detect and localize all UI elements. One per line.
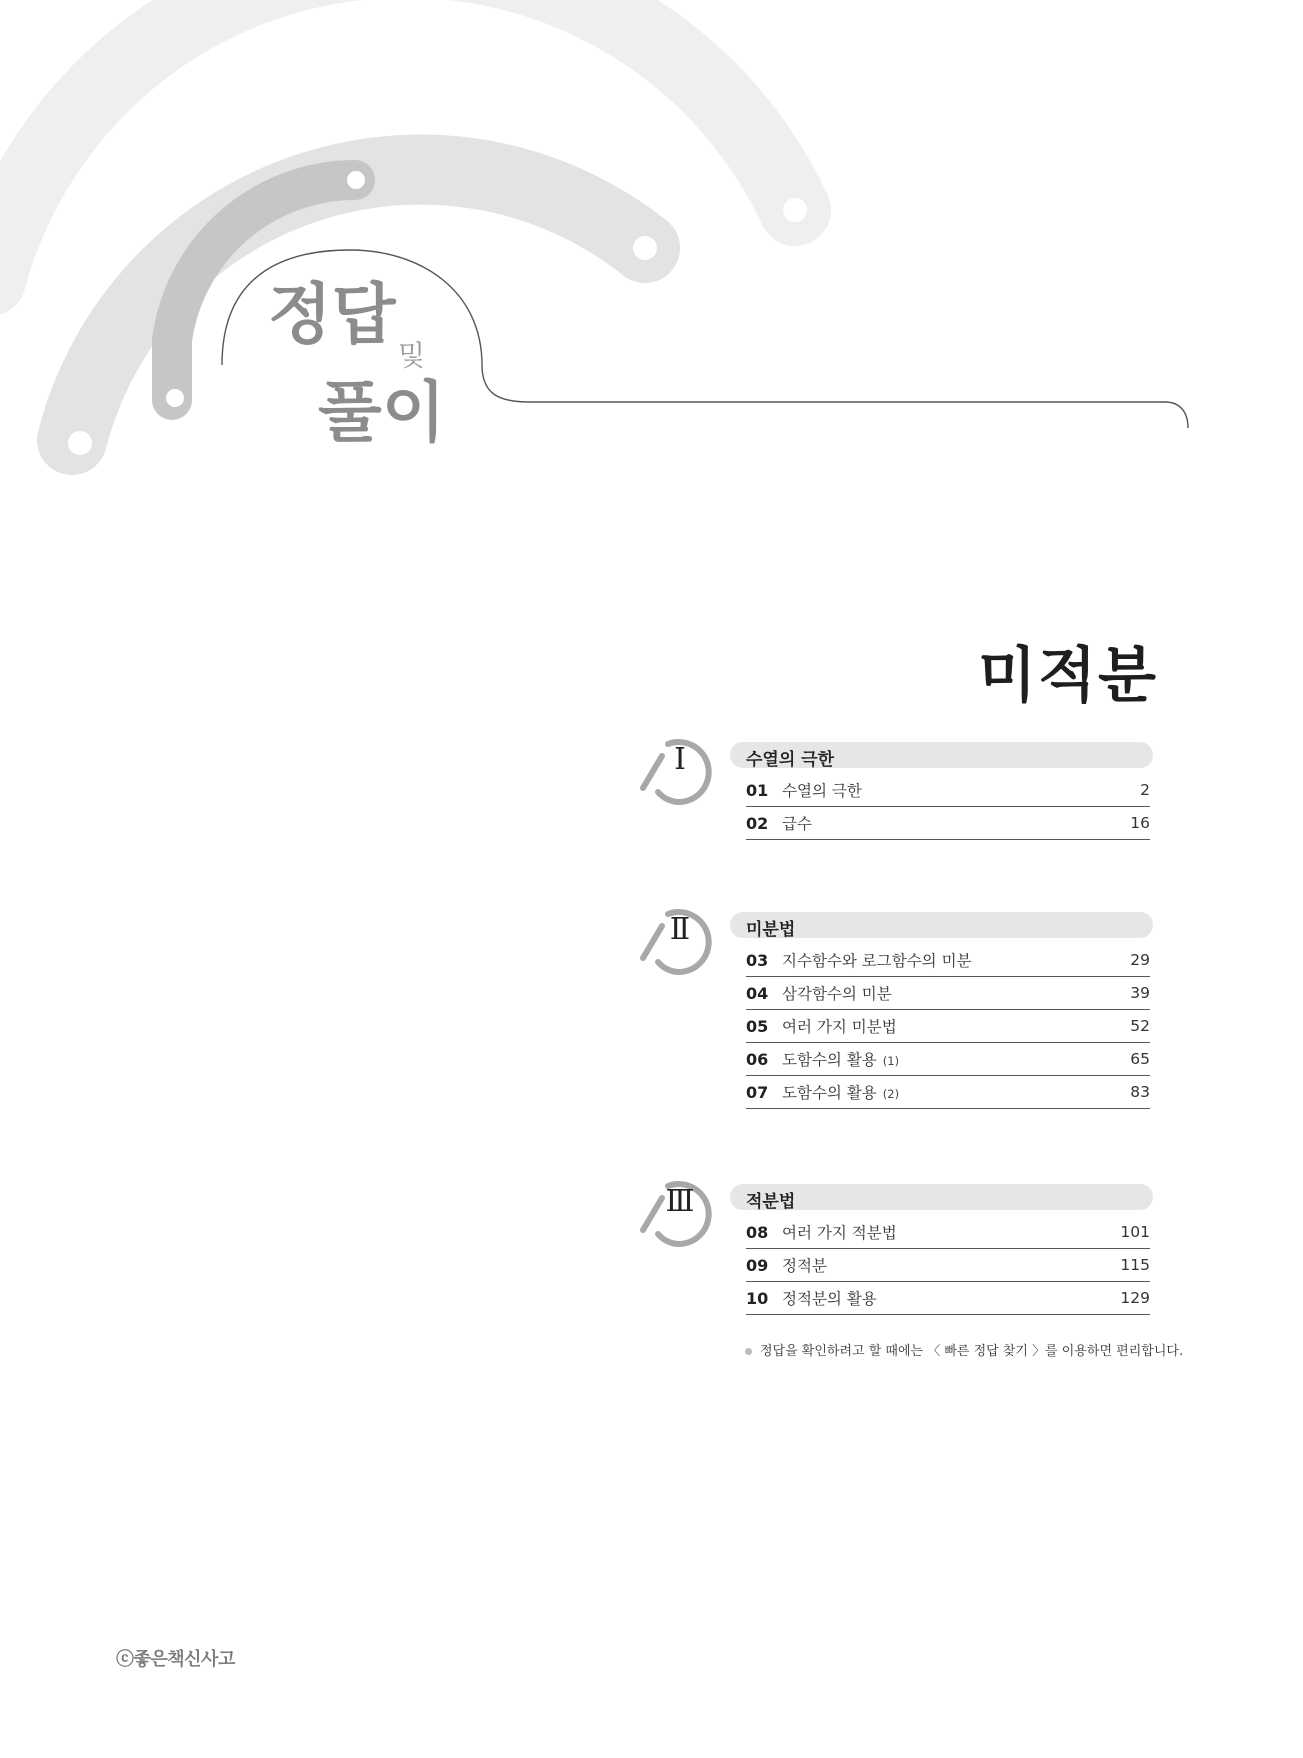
- row-note: (1): [882, 1054, 900, 1068]
- row-page: 16: [1130, 814, 1150, 832]
- toc-row[interactable]: [746, 1282, 1150, 1315]
- row-number: 10: [746, 1288, 769, 1308]
- row-page: 101: [1120, 1223, 1150, 1241]
- note-text: 정답을 확인하려고 할 때에는 〈 빠른 정답 찾기 〉를 이용하면 편리합니다.: [760, 1344, 1184, 1359]
- toc-row[interactable]: [746, 807, 1150, 840]
- row-number: 03: [746, 950, 769, 970]
- row-title: 도함수의 활용 (1): [782, 1051, 900, 1069]
- roman-numeral: Ⅰ: [674, 742, 686, 777]
- toc-row[interactable]: [746, 1010, 1150, 1043]
- roman-numeral: Ⅲ: [665, 1184, 695, 1219]
- row-title: 도함수의 활용 (2): [782, 1084, 900, 1102]
- row-page: 29: [1130, 951, 1150, 969]
- toc-row[interactable]: [746, 977, 1150, 1010]
- row-title: 삼각함수의 미분: [782, 985, 892, 1003]
- title-line2: 풀이: [318, 374, 446, 451]
- decorative-arcs: [0, 0, 1303, 520]
- row-number: 06: [746, 1049, 769, 1069]
- section-header: [730, 742, 1153, 768]
- section-header: [730, 912, 1153, 938]
- row-number: 08: [746, 1222, 769, 1242]
- section-title: 미분법: [746, 920, 796, 940]
- row-title: 급수: [782, 815, 812, 833]
- row-title: 여러 가지 적분법: [782, 1224, 897, 1242]
- row-page: 52: [1130, 1017, 1150, 1035]
- toc-row[interactable]: [746, 944, 1150, 977]
- row-page: 2: [1140, 781, 1150, 799]
- roman-numeral: Ⅱ: [669, 912, 691, 947]
- row-page: 115: [1120, 1256, 1150, 1274]
- row-number: 02: [746, 813, 769, 833]
- section-title: 적분법: [746, 1192, 796, 1212]
- row-title: 지수함수와 로그함수의 미분: [782, 952, 972, 970]
- section-rows: [746, 944, 1150, 1109]
- row-title: 수열의 극한: [782, 782, 862, 800]
- row-page: 65: [1130, 1050, 1150, 1068]
- toc-row[interactable]: [746, 1216, 1150, 1249]
- bullet-icon: [745, 1348, 752, 1355]
- row-page: 129: [1120, 1289, 1150, 1307]
- row-number: 07: [746, 1082, 769, 1102]
- row-title: 정적분의 활용: [782, 1290, 877, 1308]
- section-header: [730, 1184, 1153, 1210]
- row-number: 05: [746, 1016, 769, 1036]
- row-number: 01: [746, 780, 769, 800]
- row-page: 83: [1130, 1083, 1150, 1101]
- row-title: 여러 가지 미분법: [782, 1018, 897, 1036]
- title-small: 및: [398, 339, 426, 372]
- note: [745, 1340, 1183, 1359]
- row-number: 04: [746, 983, 769, 1003]
- title-line1: 정답: [268, 276, 396, 353]
- publisher-logo: ⓒ좋은책신사고: [116, 1649, 235, 1670]
- section-rows: [746, 1216, 1150, 1315]
- section-rows: [746, 774, 1150, 840]
- toc-row[interactable]: [746, 1076, 1150, 1109]
- section-title: 수열의 극한: [746, 750, 835, 770]
- toc-row[interactable]: [746, 774, 1150, 807]
- row-title: 정적분: [782, 1257, 827, 1275]
- subject-title: 미적분: [978, 641, 1158, 711]
- row-note: (2): [882, 1087, 900, 1101]
- toc-row[interactable]: [746, 1249, 1150, 1282]
- row-page: 39: [1130, 984, 1150, 1002]
- toc-row[interactable]: [746, 1043, 1150, 1076]
- row-number: 09: [746, 1255, 769, 1275]
